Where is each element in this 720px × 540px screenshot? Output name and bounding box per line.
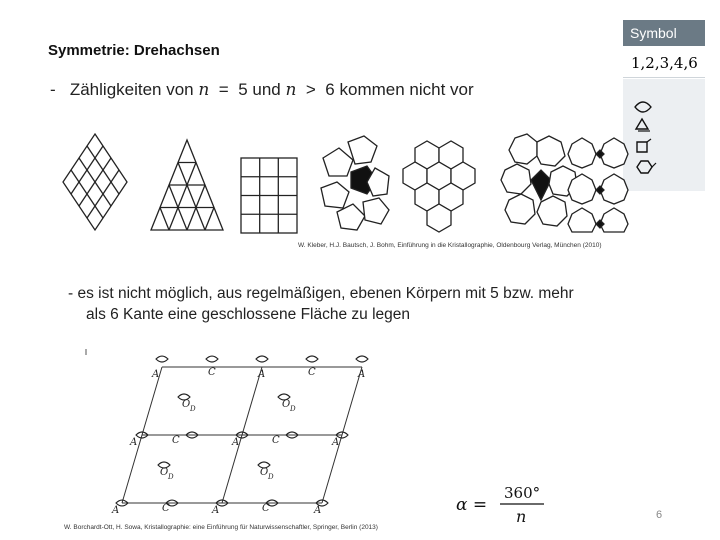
lattice-label-a2: A [258, 369, 266, 380]
bullet-text-b: kommen nicht vor [339, 80, 474, 99]
lattice-label-a5: A [232, 437, 240, 448]
square-tiling [241, 158, 297, 233]
lattice-label-d1: D [190, 405, 196, 413]
formula-numerator: 360° [504, 484, 541, 502]
rhombus-tiling [63, 134, 127, 230]
pentagon-tiling-gaps [321, 136, 389, 230]
lattice-label-a8: A [212, 505, 220, 516]
hexagon-tiling [403, 141, 475, 232]
two-fold-axis-icon [635, 102, 651, 112]
citation-borchardt: W. Borchardt-Ott, H. Sowa, Kristallographie: eine Einführung für Naturwissenschaftler, Springer, Berlin (2013) [64, 524, 378, 531]
lattice-label-a7: A [112, 505, 120, 516]
lattice-label-c1: C [208, 367, 216, 378]
lattice-label-a1: A [152, 369, 160, 380]
bullet-text-a: Zähligkeiten von [69, 80, 194, 99]
lattice-label-c6: C [262, 503, 270, 514]
bullet2-line2: als 6 Kante eine geschlossene Fläche zu legen [86, 306, 410, 323]
lattice-label-a4: A [130, 437, 138, 448]
lattice-label-c4: C [272, 435, 280, 446]
lattice-label-d3: D [168, 473, 174, 481]
bullet-rotation-orders [50, 80, 474, 100]
lattice-label-o2: O [282, 399, 291, 410]
eq-sign: = [218, 80, 229, 99]
lattice-label-d4: D [268, 473, 274, 481]
formula-lhs: α = [456, 495, 488, 515]
slide-title: Symmetrie: Drehachsen [48, 42, 220, 59]
gt-sign: > [305, 80, 316, 99]
oblique-lattice-figure [82, 345, 382, 523]
triangle-tiling [151, 140, 223, 230]
octagon-tiling-gaps [568, 138, 628, 232]
symbol-table-values: 1,2,3,4,6 [623, 48, 705, 78]
bullet-dash: - [50, 80, 56, 99]
citation-kleber: W. Kleber, H.J. Bautsch, J. Bohm, Einführung in die Kristallographie, Oldenbourg Verlag, München (2010) [298, 242, 602, 249]
lattice-label-a9: A [314, 505, 322, 516]
lattice-label-o4: O [260, 467, 269, 478]
var-n-b: n [285, 80, 297, 100]
lattice-label-d2: D [290, 405, 296, 413]
tiling-figures [55, 128, 645, 240]
formula-denominator: n [516, 507, 527, 526]
lattice-label-a3: A [358, 369, 366, 380]
page-number: 6 [656, 509, 663, 521]
var-n-a: n [198, 80, 210, 100]
bullet2-line1: - es ist nicht möglich, aus regelmäßigen, ebenen Körpern mit 5 bzw. mehr [68, 285, 574, 302]
bullet-tiling-statement [68, 283, 574, 325]
lattice-label-c5: C [162, 503, 170, 514]
heptagon-tiling-gaps [501, 134, 577, 226]
num-five: 5 [238, 80, 248, 99]
symbol-table-header: Symbol [623, 20, 705, 46]
lattice-label-c2: C [308, 367, 316, 378]
lattice-label-o3: O [160, 467, 169, 478]
lattice-label-o1: O [182, 399, 191, 410]
conj-und: und [252, 80, 281, 99]
lattice-label-c3: C [172, 435, 180, 446]
num-six: 6 [325, 80, 335, 99]
lattice-label-a6: A [332, 437, 340, 448]
rotation-angle-formula [452, 478, 552, 528]
